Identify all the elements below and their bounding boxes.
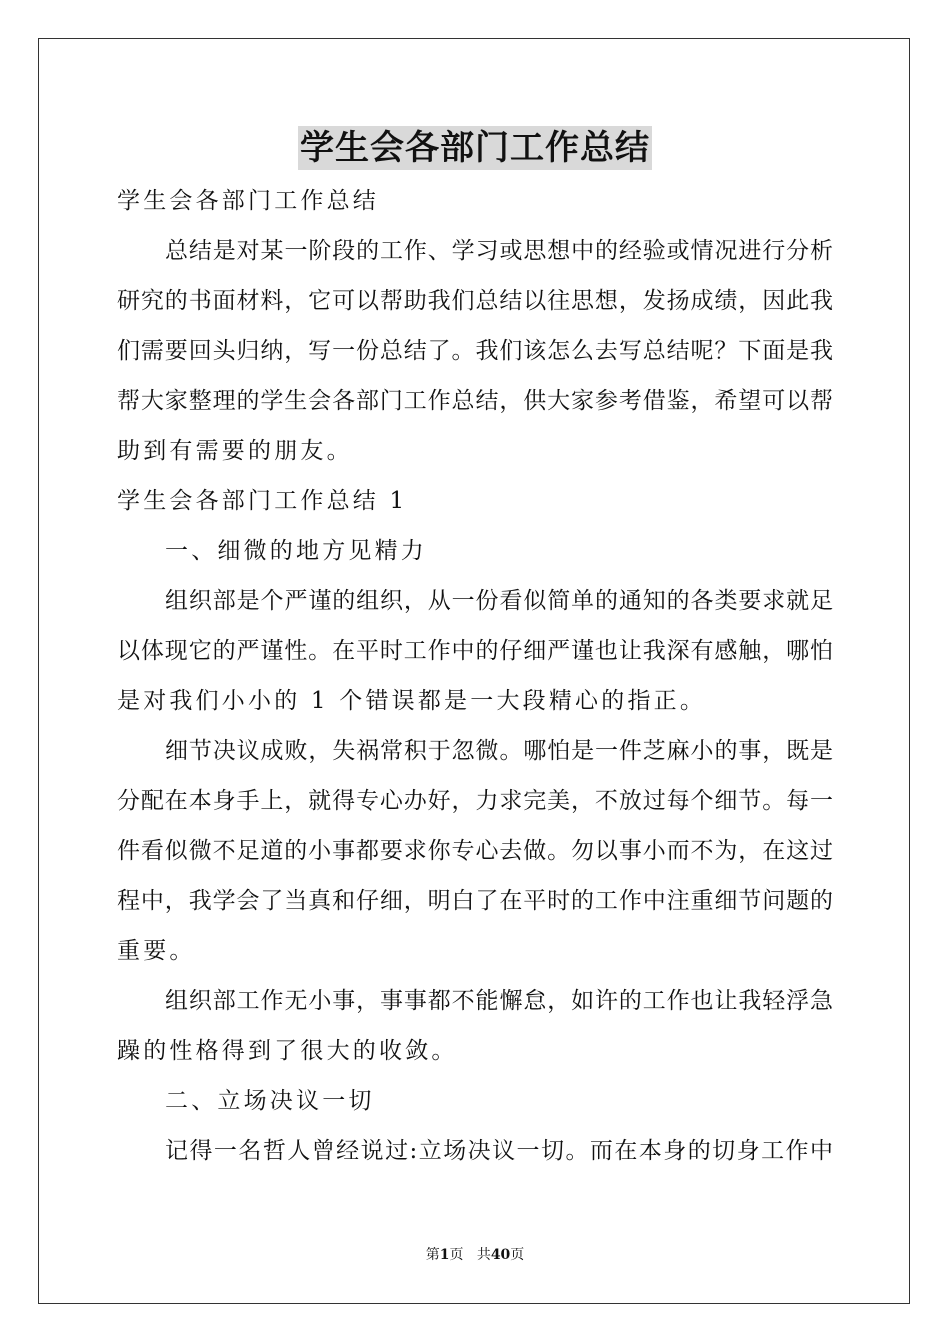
text-line: 记得一名哲人曾经说过:立场决议一切。而在本身的切身工作中	[165, 1138, 833, 1164]
page-footer	[0, 1244, 950, 1264]
text-line: 一、细微的地方见精力	[165, 538, 427, 564]
text-line: 是对我们小小的 1 个错误都是一大段精心的指正。	[117, 688, 707, 714]
text-line: 组织部工作无小事，事事都不能懈怠，如许的工作也让我轻浮急	[165, 988, 833, 1014]
total-pages: 40	[490, 1247, 511, 1263]
text-line: 躁的性格得到了很大的收敛。	[117, 1038, 458, 1064]
page-label-prefix: 第	[425, 1247, 440, 1263]
text-line: 总结是对某一阶段的工作、学习或思想中的经验或情况进行分析	[165, 238, 833, 264]
text-line: 以体现它的严谨性。在平时工作中的仔细严谨也让我深有感触，哪怕	[117, 638, 833, 664]
text-line: 帮大家整理的学生会各部门工作总结，供大家参考借鉴，希望可以帮	[117, 388, 833, 414]
text-line: 程中，我学会了当真和仔细，明白了在平时的工作中注重细节问题的	[117, 888, 833, 914]
text-line: 学生会各部门工作总结	[117, 188, 379, 214]
title-container	[0, 126, 950, 170]
text-line: 助到有需要的朋友。	[117, 438, 353, 464]
text-line: 们需要回头归纳，写一份总结了。我们该怎么去写总结呢？下面是我	[117, 338, 833, 364]
total-label-suffix: 页	[510, 1247, 525, 1263]
text-line: 组织部是个严谨的组织，从一份看似简单的通知的各类要求就足	[165, 588, 833, 614]
text-line: 二、立场决议一切	[165, 1088, 375, 1114]
text-line: 研究的书面材料，它可以帮助我们总结以往思想，发扬成绩，因此我	[117, 288, 833, 314]
text-line: 分配在本身手上，就得专心办好，力求完美，不放过每个细节。每一	[117, 788, 833, 814]
text-line: 件看似微不足道的小事都要求你专心去做。勿以事小而不为，在这过	[117, 838, 833, 864]
document-title: 学生会各部门工作总结	[300, 128, 650, 168]
text-line: 细节决议成败，失祸常积于忽微。哪怕是一件芝麻小的事，既是	[165, 738, 833, 764]
page-label-suffix: 页	[449, 1247, 464, 1263]
text-line: 重要。	[117, 938, 196, 964]
page-number: 1	[439, 1247, 450, 1263]
total-label-prefix: 共	[476, 1247, 491, 1263]
document-body	[117, 176, 833, 1176]
text-line: 学生会各部门工作总结 1	[117, 488, 408, 514]
